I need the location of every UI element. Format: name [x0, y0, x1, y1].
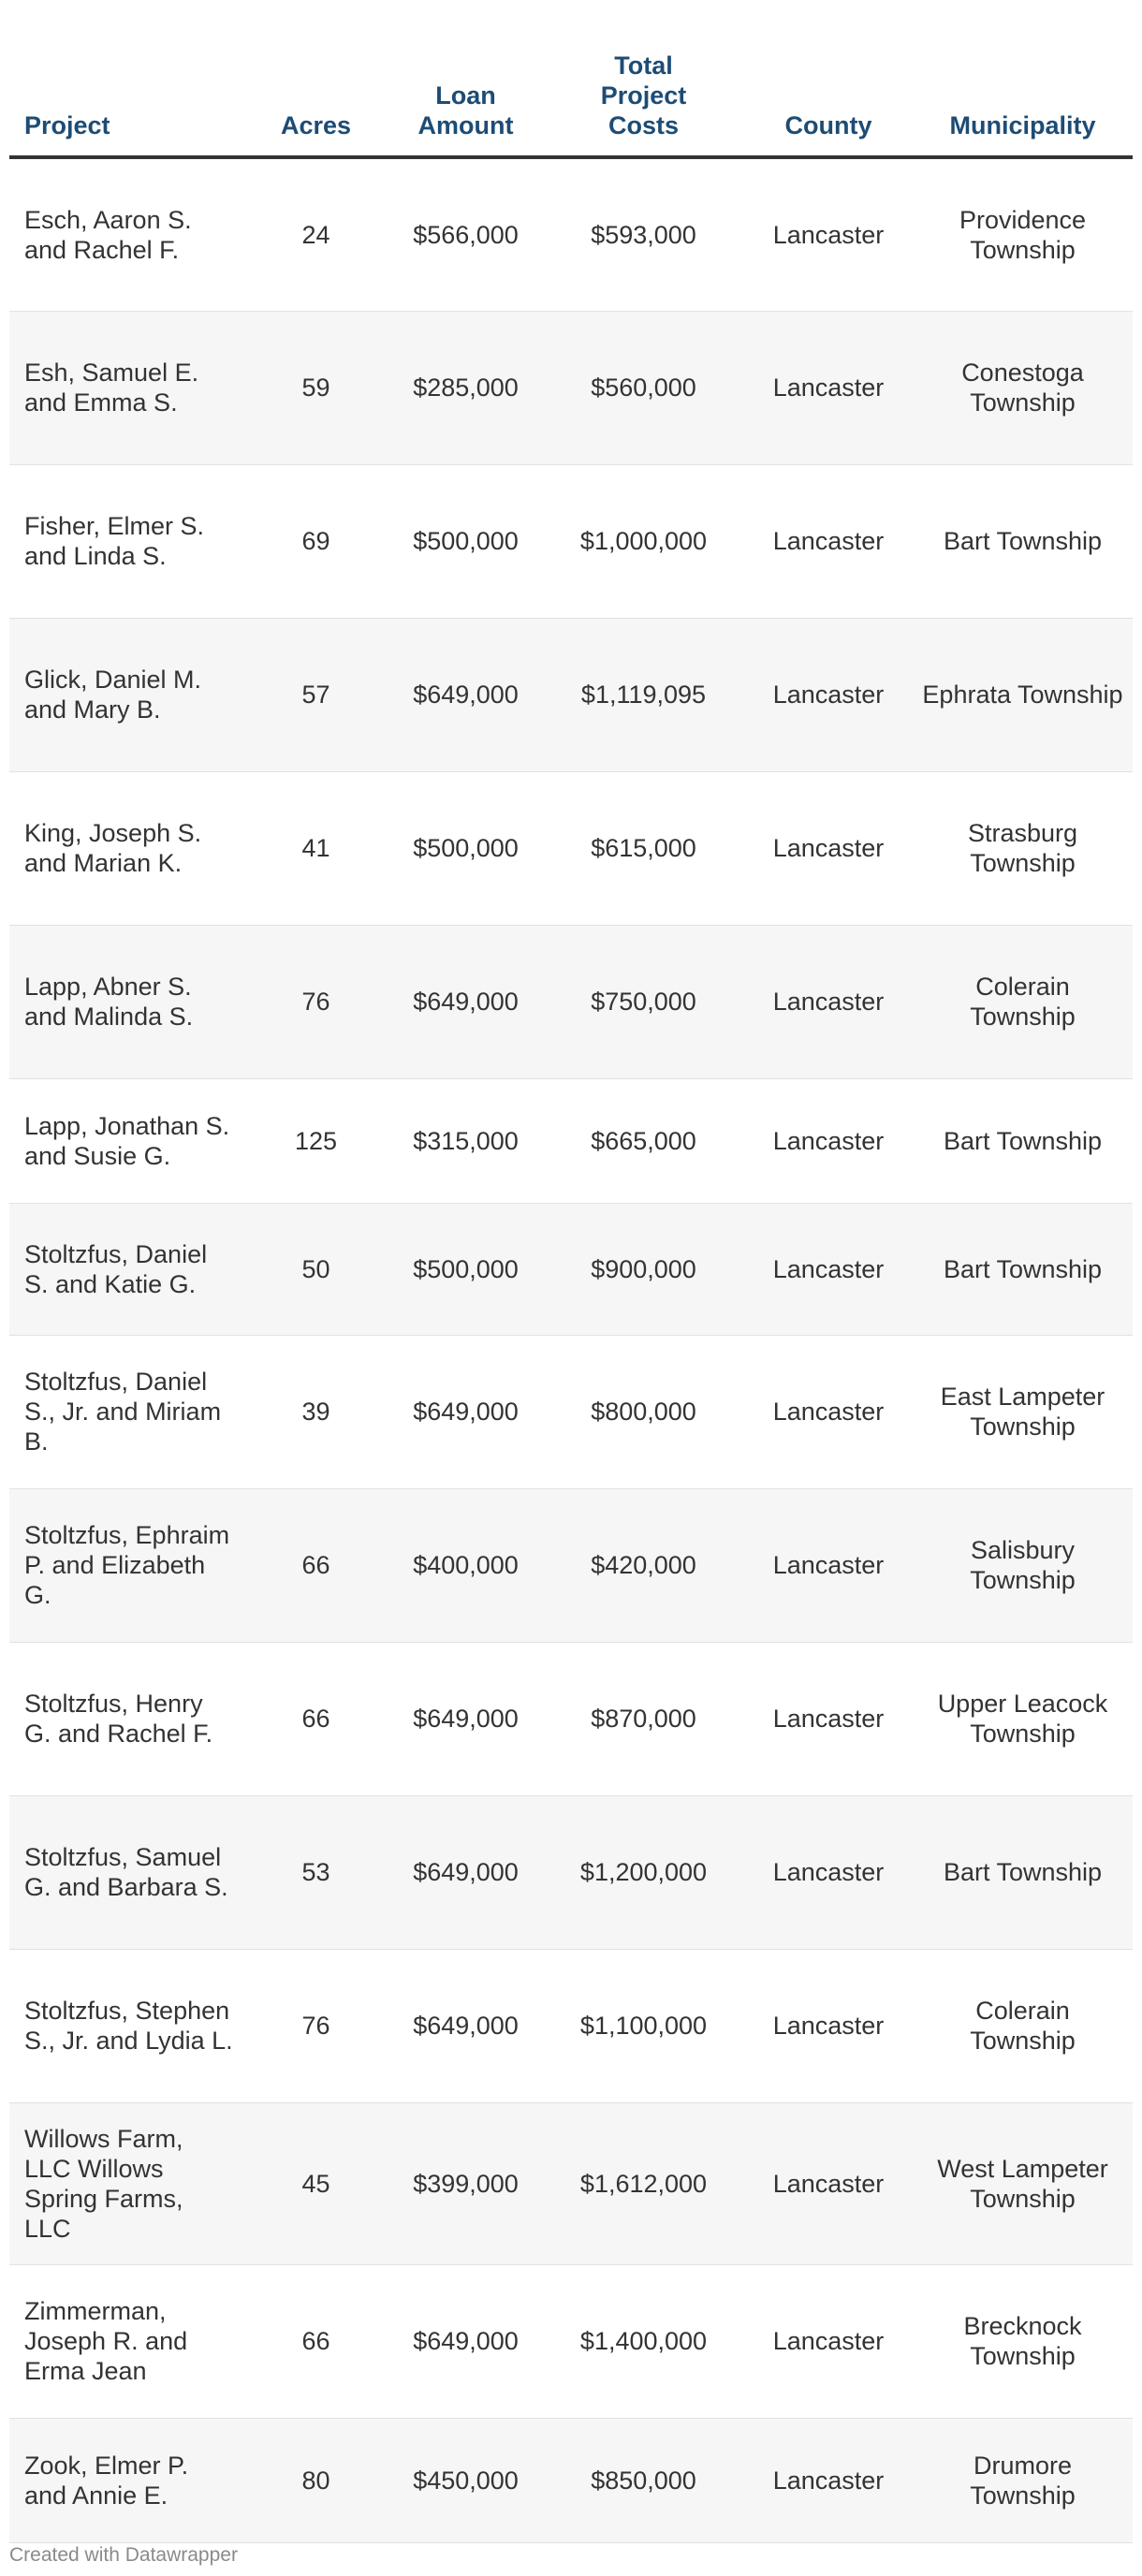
cell-loan: $399,000 [388, 2102, 543, 2264]
cell-total: $1,100,000 [543, 1949, 744, 2102]
cell-loan: $315,000 [388, 1078, 543, 1203]
cell-loan: $649,000 [388, 2264, 543, 2418]
table-row [9, 311, 1133, 464]
cell-total: $1,000,000 [543, 464, 744, 618]
cell-total: $750,000 [543, 925, 744, 1078]
cell-county: Lancaster [744, 1642, 913, 1795]
table-row [9, 771, 1133, 925]
cell-municipality: East Lampeter Township [913, 1335, 1133, 1488]
table-container [9, 0, 1142, 2566]
cell-total: $900,000 [543, 1203, 744, 1335]
cell-acres: 76 [243, 1949, 388, 2102]
cell-total: $1,400,000 [543, 2264, 744, 2418]
cell-county: Lancaster [744, 1203, 913, 1335]
cell-total: $800,000 [543, 1335, 744, 1488]
cell-total: $420,000 [543, 1488, 744, 1642]
cell-total: $615,000 [543, 771, 744, 925]
cell-acres: 66 [243, 1642, 388, 1795]
cell-municipality: Bart Township [913, 464, 1133, 618]
cell-county: Lancaster [744, 1488, 913, 1642]
cell-acres: 45 [243, 2102, 388, 2264]
cell-county: Lancaster [744, 618, 913, 771]
cell-loan: $500,000 [388, 1203, 543, 1335]
cell-project: Zook, Elmer P. and Annie E. [9, 2418, 243, 2542]
cell-project: King, Joseph S. and Marian K. [9, 771, 243, 925]
table-row [9, 2418, 1133, 2542]
cell-project: Stoltzfus, Daniel S., Jr. and Miriam B. [9, 1335, 243, 1488]
data-table [9, 0, 1133, 2543]
cell-municipality: West Lampeter Township [913, 2102, 1133, 2264]
cell-loan: $566,000 [388, 157, 543, 311]
cell-total: $665,000 [543, 1078, 744, 1203]
cell-project: Zimmerman, Joseph R. and Erma Jean [9, 2264, 243, 2418]
cell-project: Stoltzfus, Samuel G. and Barbara S. [9, 1795, 243, 1949]
cell-total: $870,000 [543, 1642, 744, 1795]
cell-acres: 76 [243, 925, 388, 1078]
cell-loan: $649,000 [388, 618, 543, 771]
cell-project: Fisher, Elmer S. and Linda S. [9, 464, 243, 618]
column-header-county[interactable]: County [744, 0, 913, 157]
table-row [9, 2102, 1133, 2264]
cell-acres: 66 [243, 1488, 388, 1642]
table-row [9, 1203, 1133, 1335]
table-row [9, 2264, 1133, 2418]
cell-loan: $500,000 [388, 464, 543, 618]
cell-acres: 69 [243, 464, 388, 618]
cell-acres: 80 [243, 2418, 388, 2542]
cell-total: $850,000 [543, 2418, 744, 2542]
cell-acres: 41 [243, 771, 388, 925]
cell-municipality: Bart Township [913, 1795, 1133, 1949]
cell-municipality: Drumore Township [913, 2418, 1133, 2542]
cell-county: Lancaster [744, 1335, 913, 1488]
cell-county: Lancaster [744, 2418, 913, 2542]
cell-acres: 57 [243, 618, 388, 771]
cell-municipality: Ephrata Township [913, 618, 1133, 771]
table-row [9, 1949, 1133, 2102]
cell-project: Willows Farm, LLC Willows Spring Farms, LLC [9, 2102, 243, 2264]
cell-county: Lancaster [744, 2102, 913, 2264]
cell-acres: 125 [243, 1078, 388, 1203]
cell-loan: $400,000 [388, 1488, 543, 1642]
cell-loan: $649,000 [388, 1335, 543, 1488]
cell-project: Glick, Daniel M. and Mary B. [9, 618, 243, 771]
cell-project: Stoltzfus, Daniel S. and Katie G. [9, 1203, 243, 1335]
cell-municipality: Salisbury Township [913, 1488, 1133, 1642]
cell-county: Lancaster [744, 311, 913, 464]
table-row [9, 618, 1133, 771]
cell-total: $1,119,095 [543, 618, 744, 771]
cell-loan: $649,000 [388, 1795, 543, 1949]
cell-municipality: Strasburg Township [913, 771, 1133, 925]
table-row [9, 1795, 1133, 1949]
table-row [9, 1335, 1133, 1488]
cell-municipality: Bart Township [913, 1203, 1133, 1335]
table-row [9, 157, 1133, 311]
cell-loan: $649,000 [388, 925, 543, 1078]
table-row [9, 464, 1133, 618]
cell-county: Lancaster [744, 771, 913, 925]
cell-total: $593,000 [543, 157, 744, 311]
cell-acres: 59 [243, 311, 388, 464]
column-header-loan-amount[interactable]: Loan Amount [388, 0, 543, 157]
cell-project: Esh, Samuel E. and Emma S. [9, 311, 243, 464]
cell-county: Lancaster [744, 1078, 913, 1203]
cell-municipality: Conestoga Township [913, 311, 1133, 464]
cell-county: Lancaster [744, 1949, 913, 2102]
cell-loan: $500,000 [388, 771, 543, 925]
cell-acres: 53 [243, 1795, 388, 1949]
cell-acres: 24 [243, 157, 388, 311]
cell-municipality: Colerain Township [913, 925, 1133, 1078]
column-header-total-project-costs[interactable]: Total Project Costs [543, 0, 744, 157]
footer-credit[interactable]: Created with Datawrapper [9, 2544, 238, 2566]
cell-project: Stoltzfus, Henry G. and Rachel F. [9, 1642, 243, 1795]
cell-municipality: Colerain Township [913, 1949, 1133, 2102]
cell-loan: $649,000 [388, 1949, 543, 2102]
cell-project: Lapp, Jonathan S. and Susie G. [9, 1078, 243, 1203]
cell-municipality: Bart Township [913, 1078, 1133, 1203]
cell-total: $1,612,000 [543, 2102, 744, 2264]
cell-total: $560,000 [543, 311, 744, 464]
column-header-municipality[interactable]: Municipality [913, 0, 1133, 157]
cell-project: Esch, Aaron S. and Rachel F. [9, 157, 243, 311]
table-row [9, 1642, 1133, 1795]
table-row [9, 1078, 1133, 1203]
cell-loan: $450,000 [388, 2418, 543, 2542]
cell-loan: $285,000 [388, 311, 543, 464]
column-header-project[interactable]: Project [9, 0, 243, 157]
cell-loan: $649,000 [388, 1642, 543, 1795]
header-row [9, 0, 1133, 157]
table-row [9, 925, 1133, 1078]
cell-municipality: Brecknock Township [913, 2264, 1133, 2418]
cell-acres: 50 [243, 1203, 388, 1335]
cell-acres: 39 [243, 1335, 388, 1488]
column-header-acres[interactable]: Acres [243, 0, 388, 157]
cell-project: Stoltzfus, Stephen S., Jr. and Lydia L. [9, 1949, 243, 2102]
cell-project: Stoltzfus, Ephraim P. and Elizabeth G. [9, 1488, 243, 1642]
cell-county: Lancaster [744, 2264, 913, 2418]
table-body [9, 157, 1133, 2542]
cell-municipality: Providence Township [913, 157, 1133, 311]
cell-municipality: Upper Leacock Township [913, 1642, 1133, 1795]
cell-county: Lancaster [744, 1795, 913, 1949]
cell-county: Lancaster [744, 157, 913, 311]
cell-project: Lapp, Abner S. and Malinda S. [9, 925, 243, 1078]
cell-county: Lancaster [744, 464, 913, 618]
cell-county: Lancaster [744, 925, 913, 1078]
table-row [9, 1488, 1133, 1642]
cell-total: $1,200,000 [543, 1795, 744, 1949]
cell-acres: 66 [243, 2264, 388, 2418]
